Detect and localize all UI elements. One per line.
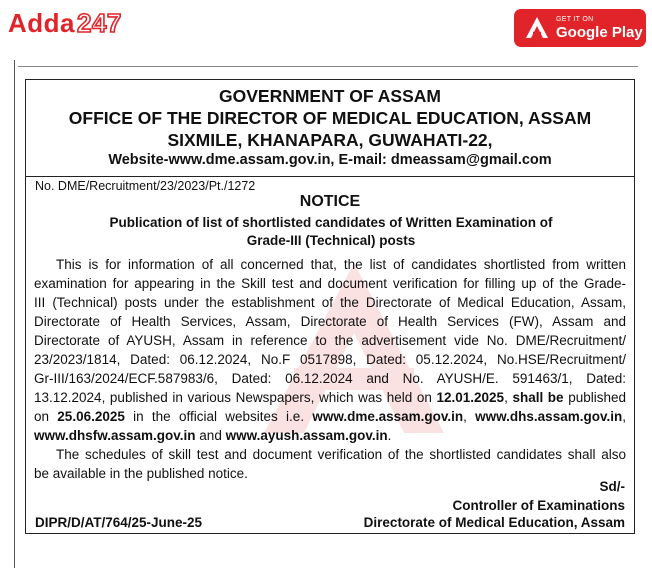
google-play-button[interactable]	[514, 9, 646, 47]
signatory-title: Controller of Examinations	[452, 498, 625, 513]
website-ayush: www.ayush.assam.gov.in	[225, 428, 388, 443]
body-line: Directorate of AYUSH, Assam in reference to the advertisement vide No. DME/Recruitment/	[34, 333, 626, 348]
body-line: be available in the published notice.	[34, 466, 248, 481]
contact-line: Website-www.dme.assam.gov.in, E-mail: dmeassam@gmail.com	[108, 152, 552, 168]
body-text-fragment: published	[563, 390, 626, 405]
government-heading: GOVERNMENT OF ASSAM	[219, 86, 441, 106]
brand-name: Adda	[8, 8, 75, 38]
body-line: Directorate of Health Services, Assam, Directorate of Health Services (FW), Assam and	[34, 314, 626, 329]
body-text-fragment: 13.12.2024, published in various Newspapers, which was held on	[34, 390, 437, 405]
body-line: This is for information of all concerned that, the list of candidates shortlisted from written	[56, 257, 626, 272]
google-play-label	[556, 16, 643, 40]
body-text-fragment: and	[195, 428, 226, 443]
notice-title: NOTICE	[299, 193, 361, 210]
subject-line: Grade-III (Technical) posts	[246, 233, 416, 248]
body-text-fragment: .	[387, 428, 392, 443]
body-line	[34, 407, 626, 426]
body-line	[34, 426, 626, 445]
body-line: III (Technical) posts under the establishment of the Directorate of Medical Education, Assam,	[34, 295, 626, 310]
exam-date: 12.01.2025	[436, 390, 505, 405]
office-heading: OFFICE OF THE DIRECTOR OF MEDICAL EDUCATION, ASSAM	[68, 108, 592, 128]
subject-line: Publication of list of shortlisted candidates of Written Examination of	[109, 215, 553, 230]
google-play-store-label: Google Play	[556, 24, 643, 41]
notice-subject	[66, 214, 596, 250]
signature-mark: Sd/-	[599, 479, 625, 494]
website-dhsfw: www.dhsfw.assam.gov.in	[34, 428, 196, 443]
body-emphasis: shall be	[512, 390, 564, 405]
body-line: examination for appearing in the Skill test and document verification for filling up of the Grade-	[34, 276, 626, 291]
website-dhs: www.dhs.assam.gov.in	[475, 409, 623, 424]
get-it-on-label: GET IT ON	[556, 16, 594, 23]
publish-date: 25.06.2025	[57, 409, 125, 424]
signatory-office: Directorate of Medical Education, Assam	[363, 515, 625, 530]
body-line: Gr-III/163/2024/ECF.587983/6, Dated: 06.12.2024 and No. AYUSH/E. 591463/1, Dated:	[34, 371, 626, 386]
notice-document	[25, 79, 635, 534]
dipr-number: DIPR/D/AT/764/25-June-25	[35, 515, 203, 530]
body-text-fragment: on	[34, 409, 58, 424]
paragraph-2	[34, 445, 626, 483]
body-text-fragment: in the official websites i.e.	[124, 409, 313, 424]
body-text-fragment: ,	[622, 409, 626, 424]
left-divider	[14, 60, 15, 568]
adda247-logo[interactable]	[8, 8, 122, 39]
top-divider	[18, 66, 638, 67]
paragraph-1	[34, 255, 626, 445]
reference-number: No. DME/Recruitment/23/2023/Pt./1272	[35, 179, 256, 193]
body-line	[34, 388, 626, 407]
letterhead	[26, 80, 634, 177]
body-line: 23/2023/1814, Dated: 06.12.2024, No.F 0517898, Dated: 05.12.2024, No.HSE/Recruitment/	[34, 352, 626, 367]
adda-play-icon	[522, 13, 552, 43]
brand-number: 247	[77, 8, 122, 38]
body-text-fragment: ,	[463, 409, 476, 424]
body-line: The schedules of skill test and document verification of the shortlisted candidates shall also	[56, 447, 626, 462]
notice-body	[34, 255, 626, 483]
address-heading: SIXMILE, KHANAPARA, GUWAHATI-22,	[167, 130, 493, 150]
body-text-fragment: ,	[504, 390, 513, 405]
website-dme: www.dme.assam.gov.in	[312, 409, 464, 424]
